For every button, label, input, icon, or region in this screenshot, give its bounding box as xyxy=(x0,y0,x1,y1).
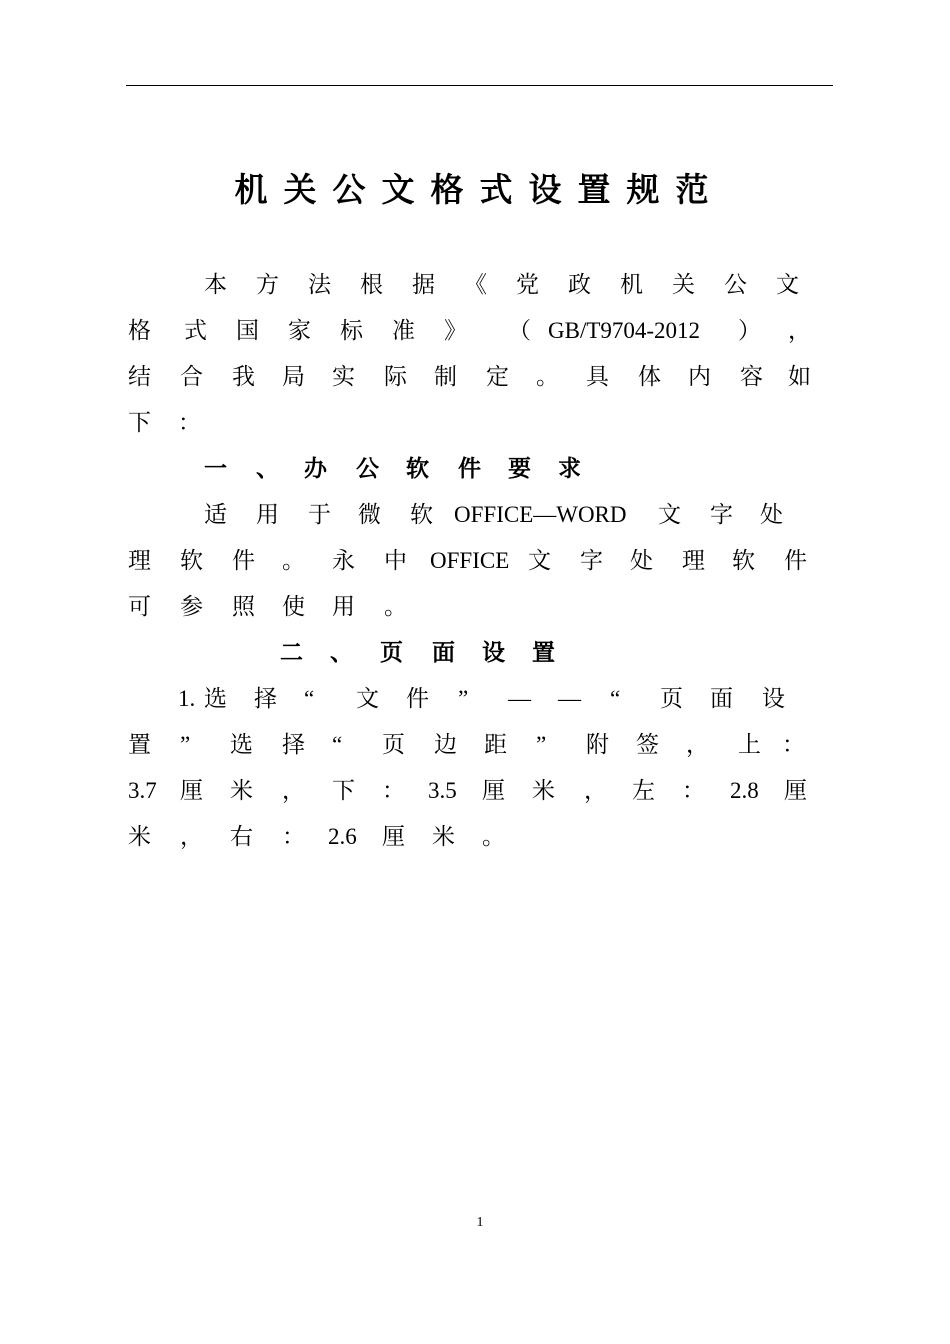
text-token: 公 xyxy=(724,272,747,297)
text-token: 本 xyxy=(204,272,227,297)
text-token: 2.8 xyxy=(730,778,759,803)
text-token: ） xyxy=(738,318,761,343)
text-token: ： xyxy=(382,778,405,803)
text-token: ， xyxy=(686,732,709,757)
text-token: 字 xyxy=(580,548,603,573)
text-token: 用 xyxy=(332,594,355,619)
text-token: ” xyxy=(536,732,547,757)
text-token: 。 xyxy=(536,364,559,389)
text-token: 如 xyxy=(788,364,811,389)
text-token: 软 xyxy=(406,456,429,482)
text-token: 家 xyxy=(288,318,311,343)
page-number: 1 xyxy=(476,1215,484,1230)
text-token: 置 xyxy=(128,732,151,757)
text-token: ” xyxy=(458,686,469,711)
text-token: 厘 xyxy=(784,778,807,803)
text-token: 下 xyxy=(332,778,355,803)
text-token: 件 xyxy=(784,548,807,573)
document-title: 机关公文格式设置规范 xyxy=(234,170,725,209)
text-token: 机 xyxy=(620,272,643,297)
text-token: 米 xyxy=(128,824,151,849)
text-token: 定 xyxy=(486,364,509,389)
text-token: 结 xyxy=(128,364,151,389)
text-token: 厘 xyxy=(482,778,505,803)
text-token: 一 xyxy=(204,456,227,482)
text-token: “ xyxy=(332,732,343,757)
text-token: 附 xyxy=(586,732,609,757)
text-token: 于 xyxy=(308,502,331,527)
text-token: 面 xyxy=(710,686,733,711)
text-token: 方 xyxy=(256,272,279,297)
text-token: 软 xyxy=(732,548,755,573)
text-token: 软 xyxy=(410,502,433,527)
text-token: 关 xyxy=(672,272,695,297)
text-token: 厘 xyxy=(180,778,203,803)
text-token: ， xyxy=(180,824,203,849)
text-token: ： xyxy=(282,824,305,849)
text-token: 公 xyxy=(356,456,379,482)
text-token: 求 xyxy=(558,456,581,482)
text-token: 照 xyxy=(232,594,255,619)
text-token: 格 xyxy=(128,318,151,343)
text-token: ” xyxy=(180,732,191,757)
text-token: 》 xyxy=(444,318,467,343)
text-token: 距 xyxy=(484,732,507,757)
text-token: 根 xyxy=(360,272,383,297)
text-token: 面 xyxy=(432,640,455,666)
text-token: 理 xyxy=(682,548,705,573)
text-token: 永 xyxy=(332,548,355,573)
text-token: 选 xyxy=(204,686,227,711)
text-token: 《 xyxy=(464,272,487,297)
text-token: 具 xyxy=(586,364,609,389)
text-token: 容 xyxy=(740,364,763,389)
text-token: ： xyxy=(782,732,805,757)
text-token: 际 xyxy=(384,364,407,389)
text-token: “ xyxy=(304,686,315,711)
text-token: OFFICE—WORD xyxy=(454,502,627,527)
text-token: 厘 xyxy=(382,824,405,849)
text-token: 内 xyxy=(688,364,711,389)
text-token: 2.6 xyxy=(328,824,357,849)
header-rule xyxy=(126,85,833,86)
text-token: 米 xyxy=(432,824,455,849)
text-token: 右 xyxy=(230,824,253,849)
text-token: 页 xyxy=(382,732,405,757)
text-token: 签 xyxy=(636,732,659,757)
text-token: 使 xyxy=(282,594,305,619)
text-token: 局 xyxy=(282,364,305,389)
text-token: 实 xyxy=(332,364,355,389)
text-token: ， xyxy=(788,318,811,343)
text-token: 择 xyxy=(282,732,305,757)
text-token: 可 xyxy=(128,594,151,619)
text-token: 页 xyxy=(660,686,683,711)
text-token: 理 xyxy=(128,548,151,573)
text-token: 页 xyxy=(380,640,403,666)
text-token: 软 xyxy=(180,548,203,573)
text-token: 下 xyxy=(128,410,151,435)
text-token: 中 xyxy=(384,548,407,573)
text-token: 用 xyxy=(256,502,279,527)
text-token: 处 xyxy=(630,548,653,573)
text-token: （ xyxy=(508,318,531,343)
text-token: 。 xyxy=(282,548,305,573)
text-token: 边 xyxy=(434,732,457,757)
text-token: 二 xyxy=(280,640,303,666)
text-token: 选 xyxy=(230,732,253,757)
text-token: ， xyxy=(282,778,305,803)
text-token: 3.7 xyxy=(128,778,157,803)
text-token: 。 xyxy=(482,824,505,849)
text-token: 办 xyxy=(304,456,327,482)
text-token: 3.5 xyxy=(428,778,457,803)
text-token: “ xyxy=(610,686,621,711)
text-token: 我 xyxy=(232,364,255,389)
text-token: 体 xyxy=(638,364,661,389)
text-token: 准 xyxy=(392,318,415,343)
text-token: 制 xyxy=(434,364,457,389)
text-token: 适 xyxy=(204,502,227,527)
text-token: 文 xyxy=(528,548,551,573)
text-token: 置 xyxy=(532,640,555,666)
text-token: 字 xyxy=(710,502,733,527)
text-token: 文 xyxy=(776,272,799,297)
text-token: 上 xyxy=(738,732,761,757)
text-token: — xyxy=(508,686,531,711)
text-token: 米 xyxy=(532,778,555,803)
text-token: 微 xyxy=(358,502,381,527)
text-token: 政 xyxy=(568,272,591,297)
text-token: 合 xyxy=(180,364,203,389)
text-token: 、 xyxy=(256,456,279,482)
text-token: 标 xyxy=(340,318,363,343)
text-token: 。 xyxy=(384,594,407,619)
text-token: 参 xyxy=(180,594,203,619)
text-token: 、 xyxy=(330,640,353,666)
text-token: 件 xyxy=(458,456,481,482)
text-token: 文 xyxy=(356,686,379,711)
text-token: 文 xyxy=(658,502,681,527)
text-token: 式 xyxy=(184,318,207,343)
text-token: 米 xyxy=(230,778,253,803)
text-token: ， xyxy=(584,778,607,803)
text-token: 设 xyxy=(482,640,505,666)
text-token: OFFICE xyxy=(430,548,510,573)
text-token: 左 xyxy=(632,778,655,803)
text-token: 法 xyxy=(308,272,331,297)
text-token: ： xyxy=(178,410,201,435)
text-token: ： xyxy=(682,778,705,803)
text-token: 要 xyxy=(508,456,531,482)
text-token: 设 xyxy=(762,686,785,711)
text-token: 1. xyxy=(178,686,196,711)
text-token: 据 xyxy=(412,272,435,297)
text-token: 件 xyxy=(232,548,255,573)
text-token: 件 xyxy=(406,686,429,711)
text-token: 处 xyxy=(760,502,783,527)
text-token: 择 xyxy=(254,686,277,711)
text-token: 党 xyxy=(516,272,539,297)
text-token: GB/T9704-2012 xyxy=(548,318,701,343)
text-token: 国 xyxy=(236,318,259,343)
text-token: — xyxy=(558,686,581,711)
